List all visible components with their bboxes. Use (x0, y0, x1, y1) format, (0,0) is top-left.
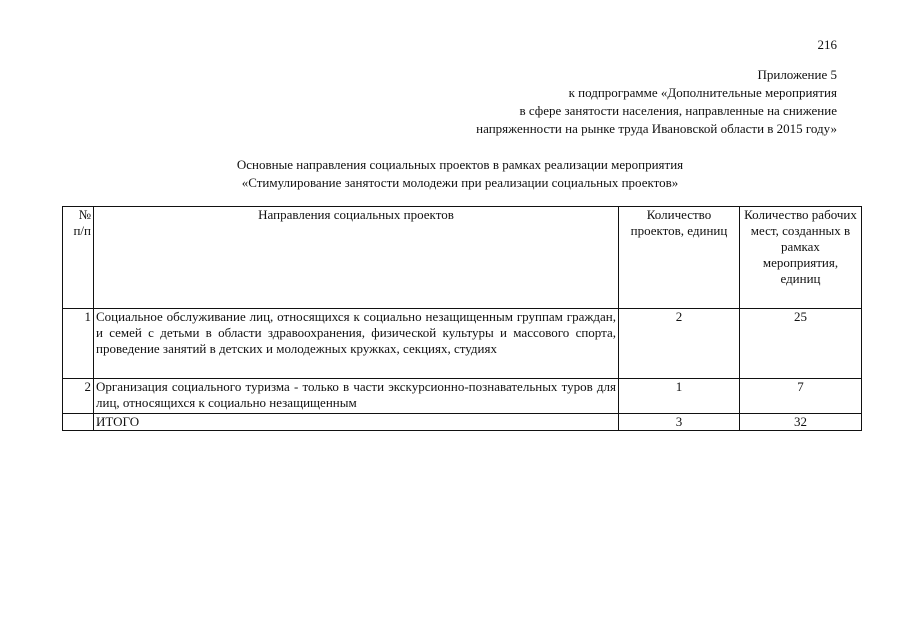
appendix-line-3: в сфере занятости населения, направленные на снижение (519, 103, 837, 118)
appendix-header (476, 66, 837, 138)
document-title (0, 156, 905, 192)
row-projects: 2 (619, 309, 740, 379)
appendix-line-4: напряженности на рынке труда Ивановской области в 2015 году» (476, 121, 837, 136)
appendix-line-1: Приложение 5 (757, 67, 837, 82)
header-projects-count: Количество проектов, единиц (619, 207, 740, 309)
table-total-row (63, 414, 862, 431)
total-num (63, 414, 94, 431)
projects-table (62, 206, 862, 431)
table-row (63, 309, 862, 379)
row-direction-cell (94, 379, 619, 414)
total-jobs: 32 (740, 414, 862, 431)
header-jobs-count: Количество рабочих мест, созданных в рамках мероприятия, единиц (740, 207, 862, 309)
total-projects: 3 (619, 414, 740, 431)
row-projects: 1 (619, 379, 740, 414)
row-direction: Социальное обслуживание лиц, относящихся к социально незащищенным группам граждан, и семей с детьми в области здравоохранения, физической культуры и массового спорта, проведение занятий в детских и молодежных кружках, секциях, студиях (94, 309, 619, 379)
row-jobs: 25 (740, 309, 862, 379)
header-num: № п/п (63, 207, 94, 309)
row-num: 2 (63, 379, 94, 414)
row-jobs: 7 (740, 379, 862, 414)
appendix-line-2: к подпрограмме «Дополнительные мероприятия (568, 85, 837, 100)
document-title-line-1: Основные направления социальных проектов в рамках реализации мероприятия (236, 157, 684, 172)
page-number: 216 (817, 37, 837, 52)
table-header-row (63, 207, 862, 309)
header-direction: Направления социальных проектов (94, 207, 619, 309)
total-label: ИТОГО (94, 414, 619, 431)
row-num: 1 (63, 309, 94, 379)
row-direction: Организация социального туризма - только в части экскурсионно-познавательных туров для лиц, относящихся к социально незащищенным (96, 379, 616, 410)
table-row (63, 379, 862, 414)
document-title-line-2: «Стимулирование занятости молодежи при реализации социальных проектов» (241, 175, 679, 190)
